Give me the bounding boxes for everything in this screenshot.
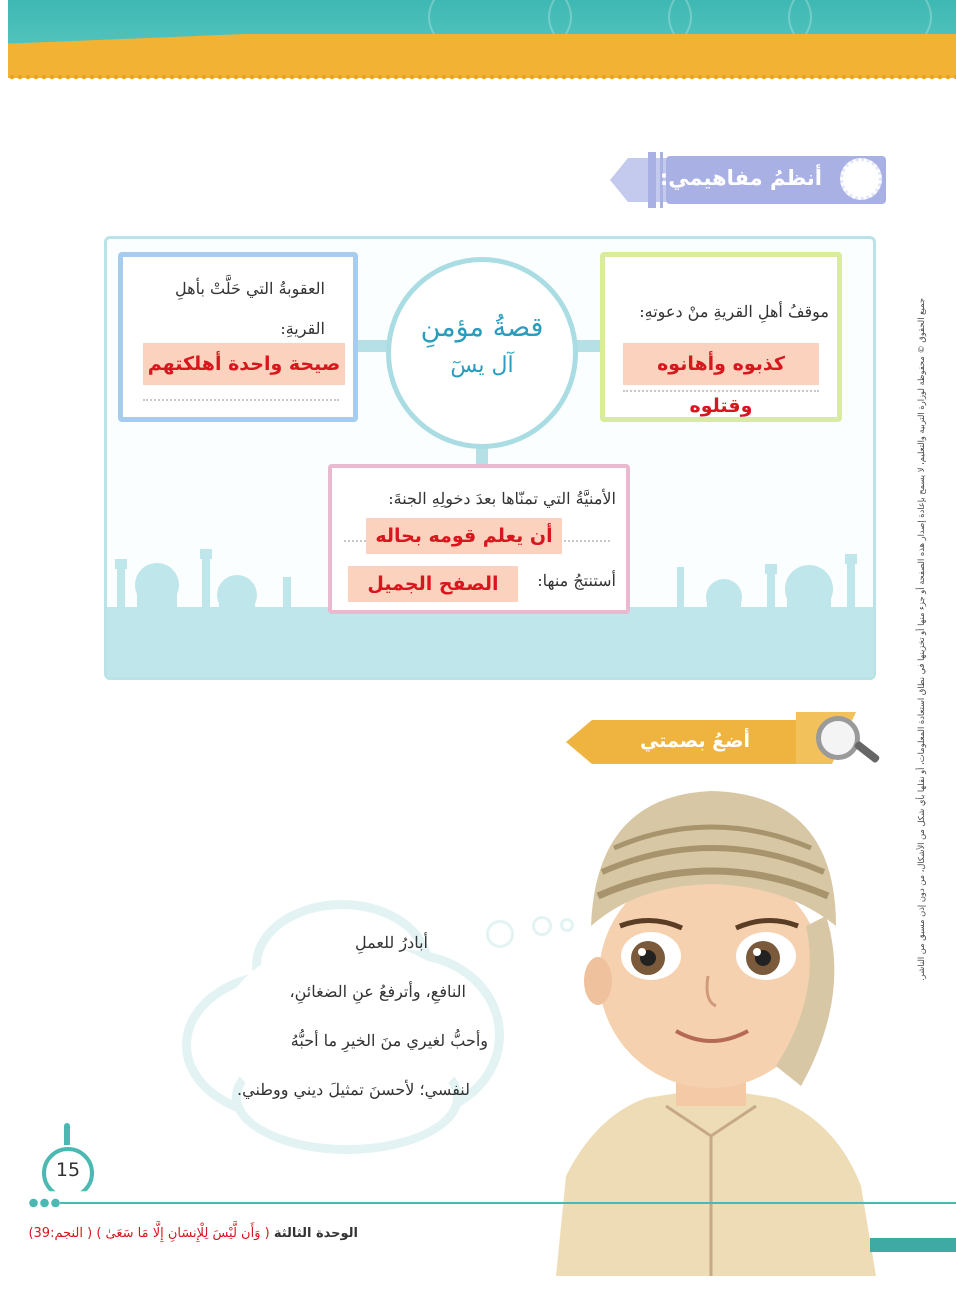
wish-question: الأمنيَّةُ التي تمنّاها بعدَ دخولِهِ الجنةَ: bbox=[388, 489, 616, 508]
thought-line-2: النافعِ، وأترفعُ عنِ الضغائنِ، bbox=[289, 982, 466, 1001]
unit-label: الوحدة الثالثة bbox=[273, 1226, 358, 1241]
copyright-note: جميع الحقوق © محفوظة لوزارة التربية والتعليم، لا يسمح بإعادة إصدار هذه الصفحة أو جزء منها أو تخزينها في نطاق استعادة المعلومات، أو نقلها بأي شكل من الأشكال، من دون إذن مسبق من الناشر. bbox=[916, 298, 926, 981]
connector-left bbox=[356, 340, 388, 352]
thought-line-1: أبادرُ للعملِ bbox=[355, 933, 428, 952]
header-dots bbox=[8, 74, 956, 80]
fingerprint-section-header bbox=[566, 712, 886, 772]
center-concept bbox=[386, 257, 578, 449]
people-reaction-question: موقفُ أهلِ القريةِ منْ دعوتهِ: bbox=[639, 302, 829, 321]
people-reaction-answer: كذبوه وأهانوه وقتلوه bbox=[623, 343, 819, 385]
header-decoration bbox=[8, 0, 956, 78]
thought-bubble-small bbox=[486, 920, 514, 948]
center-title: قصةُ مؤمنِ bbox=[420, 312, 544, 343]
section-title: أنظمُ مفاهيمي: bbox=[659, 166, 822, 190]
punishment-box bbox=[118, 252, 358, 422]
wish-answer: أن يعلم قومه بحاله bbox=[366, 518, 562, 554]
magnifier-icon bbox=[816, 716, 860, 760]
thought-line-4: لنفسي؛ لأحسنَ تمثيلَ ديني ووطني. bbox=[237, 1080, 470, 1099]
boy-illustration bbox=[536, 776, 886, 1276]
page-number: 15 bbox=[55, 1159, 81, 1181]
fingerprint-title: أضعُ بصمتي bbox=[640, 730, 751, 752]
conclude-label: أستنتجُ منها: bbox=[537, 571, 616, 590]
center-subtitle: آل يسٓ bbox=[450, 353, 514, 378]
connector-bottom bbox=[476, 446, 488, 466]
conclude-answer: الصفح الجميل bbox=[348, 566, 518, 602]
thought-line-3: وأحبُّ لغيري منَ الخيرِ ما أحبُّهُ bbox=[290, 1031, 488, 1050]
concepts-section-header bbox=[610, 152, 886, 208]
people-reaction-box bbox=[600, 252, 842, 422]
flower-icon bbox=[840, 158, 882, 200]
thought-text bbox=[200, 918, 488, 1114]
wish-box bbox=[328, 464, 630, 614]
punishment-answer: صيحة واحدة أهلكتهم bbox=[143, 343, 345, 385]
footer-text bbox=[28, 1226, 358, 1241]
punishment-question: العقوبةُ التي حَلَّتْ بأهلِ القريةِ: bbox=[175, 279, 325, 338]
page-number-badge bbox=[42, 1147, 94, 1191]
quran-verse: ( وَأَن لَّيْسَ لِلْإِنسَانِ إِلَّا مَا سَعَىٰ ) ( النجم:39) bbox=[28, 1226, 270, 1241]
